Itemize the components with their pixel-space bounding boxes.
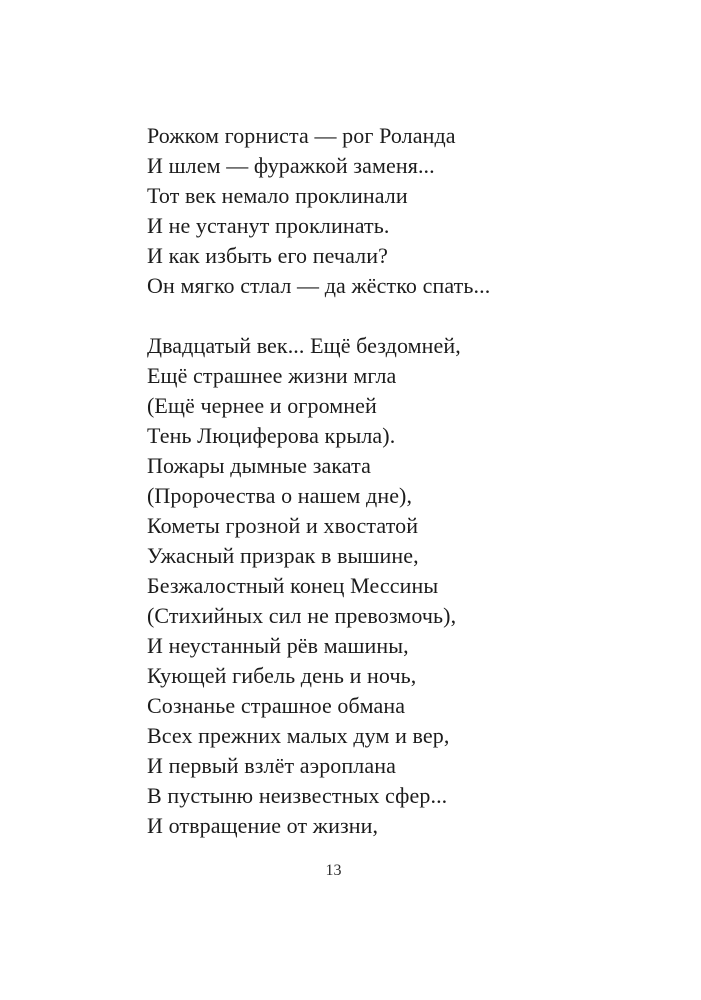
poem-line: И неустанный рёв машины, <box>147 633 409 658</box>
page-number <box>0 862 701 880</box>
poem-line: Всех прежних малых дум и вер, <box>147 723 450 748</box>
poem-line: Кометы грозной и хвостатой <box>147 513 419 538</box>
poem-line: Двадцатый век... Ещё бездомней, <box>147 333 461 358</box>
poem-line: И не устанут проклинать. <box>147 213 390 238</box>
poem-line: И как избыть его печали? <box>147 243 388 268</box>
poem-line: Тот век немало проклинали <box>147 183 408 208</box>
stanza-2 <box>147 331 567 841</box>
poem-line: Тень Люциферова крыла). <box>147 423 396 448</box>
poem-line: И первый взлёт аэроплана <box>147 753 396 778</box>
poem-line: И отвращение от жизни, <box>147 813 379 838</box>
poem-line: (Пророчества о нашем дне), <box>147 483 413 508</box>
poem-line: (Ещё чернее и огромней <box>147 393 377 418</box>
page-number-text: 13 <box>325 862 342 879</box>
poem-line: Рожком горниста — рог Роланда <box>147 123 456 148</box>
poem-line: Кующей гибель день и ночь, <box>147 663 417 688</box>
poem-line: В пустыню неизвестных сфер... <box>147 783 448 808</box>
poem-line: Безжалостный конец Мессины <box>147 573 439 598</box>
stanza-1 <box>147 121 567 301</box>
poem-line: Ещё страшнее жизни мгла <box>147 363 397 388</box>
poem-line: Он мягко стлал — да жёстко спать... <box>147 273 491 298</box>
poem-line: Пожары дымные заката <box>147 453 371 478</box>
poem-text <box>147 121 567 841</box>
poem-line: Ужасный призрак в вышине, <box>147 543 419 568</box>
poem-line: Сознанье страшное обмана <box>147 693 406 718</box>
poem-line: (Стихийных сил не превозмочь), <box>147 603 457 628</box>
poem-line: И шлем — фуражкой заменя... <box>147 153 435 178</box>
